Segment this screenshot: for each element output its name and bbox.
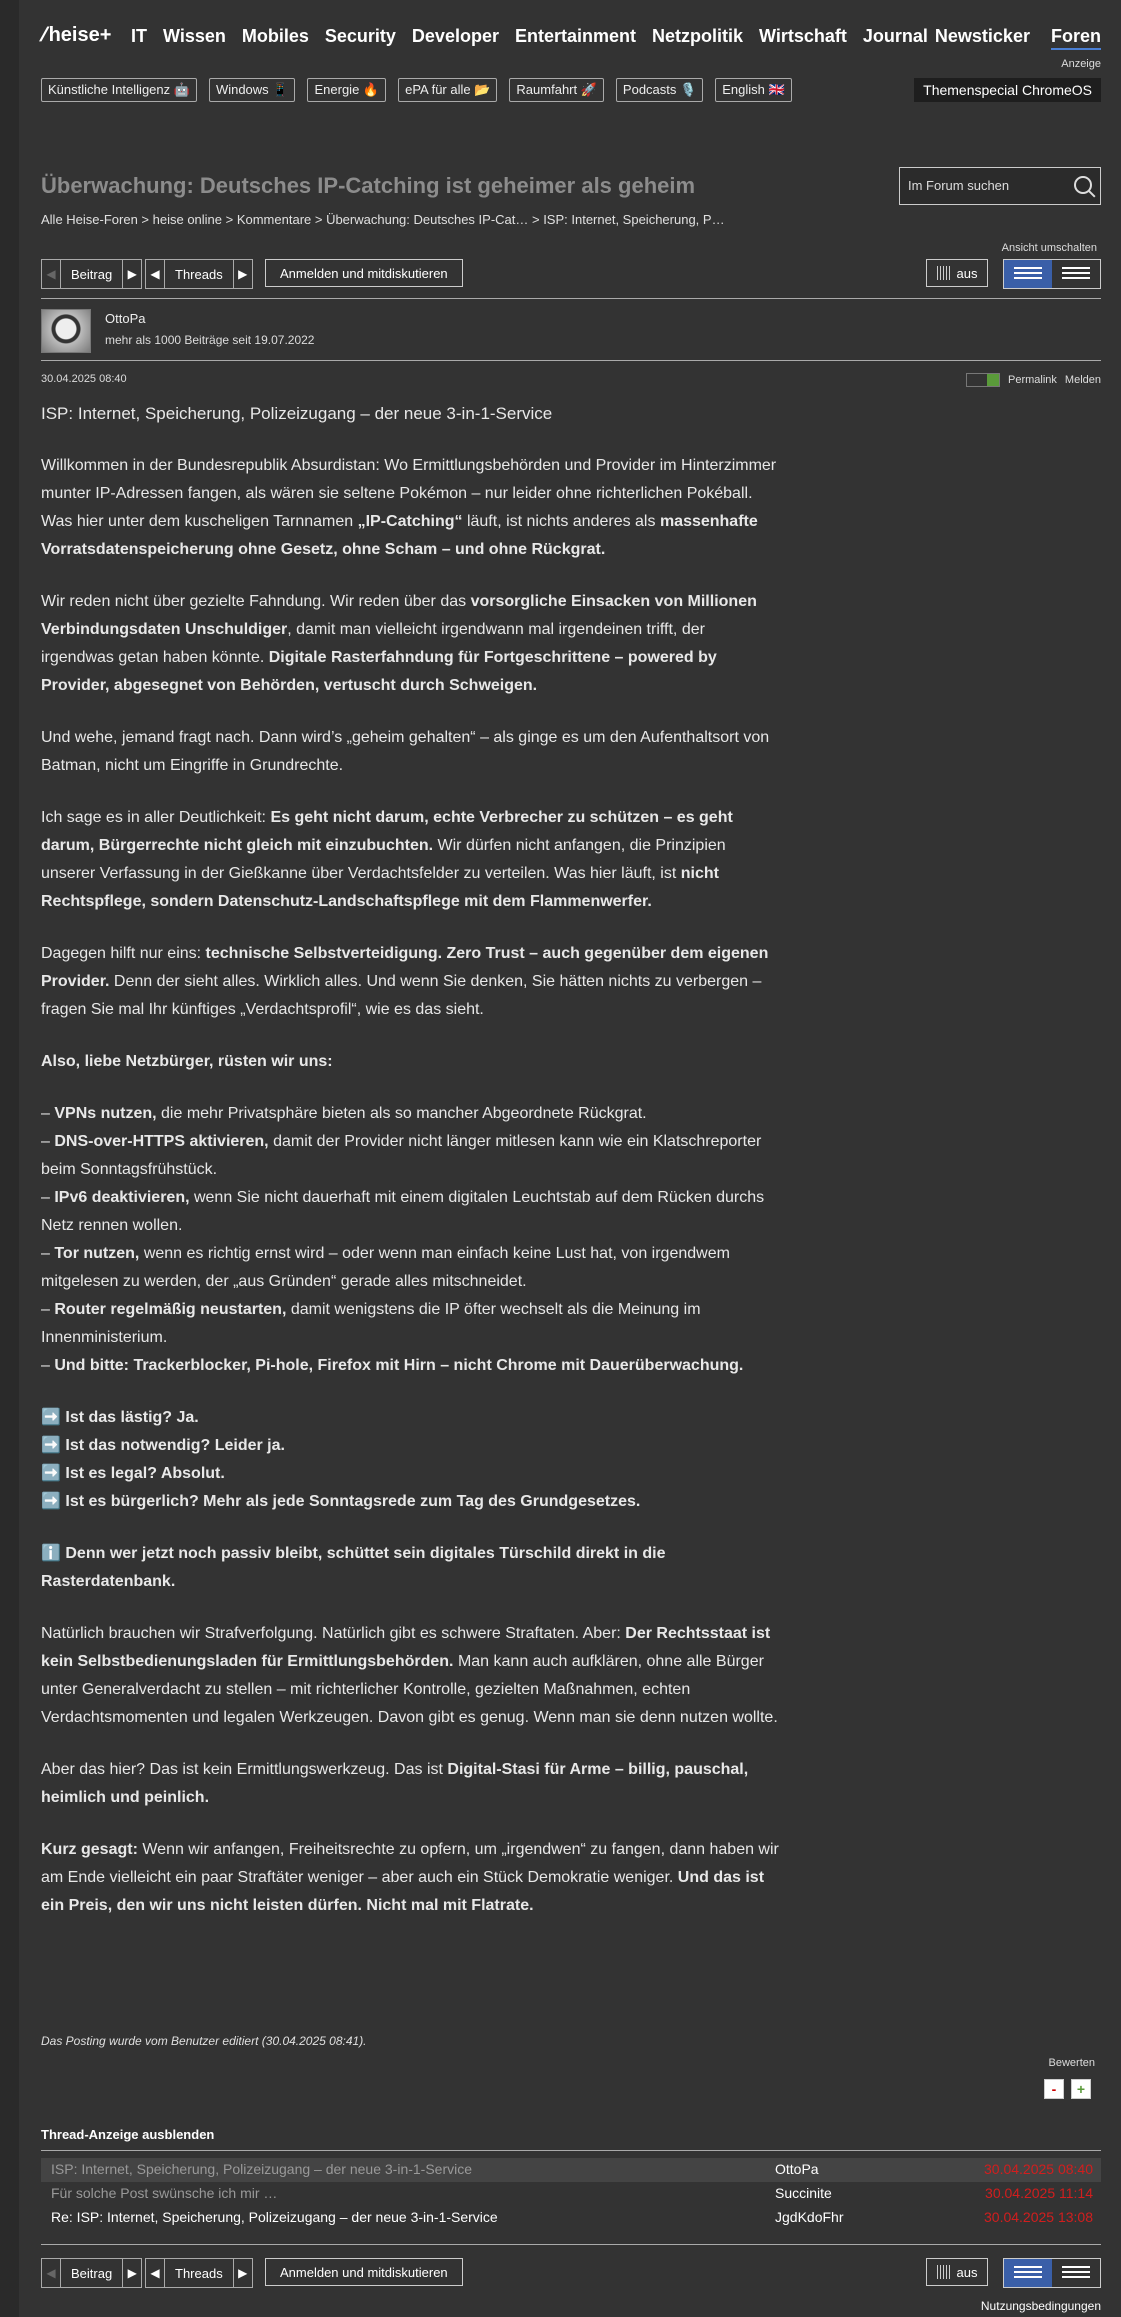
nav-links bbox=[131, 26, 944, 47]
nav-link-journal[interactable]: Journal bbox=[862, 26, 928, 46]
next-post-icon[interactable]: ▶ bbox=[127, 2266, 137, 2280]
divider bbox=[41, 2244, 1101, 2245]
rating-bars-icon bbox=[937, 266, 951, 280]
ad-label: Anzeige bbox=[1061, 58, 1101, 70]
divider bbox=[41, 360, 1101, 361]
prev-post-icon[interactable]: ◀ bbox=[46, 2266, 56, 2280]
pill-raumfahrt[interactable]: Raumfahrt 🚀 bbox=[509, 78, 604, 102]
downvote-button[interactable]: - bbox=[1044, 2079, 1064, 2099]
thread-date: 30.04.2025 08:40 bbox=[984, 2161, 1093, 2177]
post-paragraph: ℹ️ Denn wer jetzt noch passiv bleibt, schüttet sein digitales Türschild direkt in die Rasterdatenbank. bbox=[41, 1545, 666, 1590]
post-nav-label: Beitrag bbox=[60, 260, 123, 288]
breadcrumb[interactable]: Alle Heise-Foren > heise online > Kommentare > Überwachung: Deutsches IP-Cat… > ISP: Internet, Speicherung, P… bbox=[41, 212, 725, 227]
next-thread-icon[interactable]: ▶ bbox=[238, 2266, 248, 2280]
thread-nav bbox=[145, 259, 253, 289]
post-questions: ➡️ Ist das lästig? Ja. ➡️ Ist das notwendig? Leider ja. ➡️ Ist es legal? Absolut. ➡️ Ist es bürgerlich? Mehr als jede Sonntagsrede zum Tag des Grundgesetzes. bbox=[41, 1409, 641, 1510]
thread-subject[interactable]: Re: ISP: Internet, Speicherung, Polizeizugang – der neue 3-in-1-Service bbox=[51, 2209, 498, 2225]
divider bbox=[41, 298, 1101, 299]
left-gutter bbox=[0, 0, 19, 2317]
rating-filter-toggle[interactable] bbox=[926, 259, 988, 287]
terms-link[interactable]: Nutzungsbedingungen bbox=[980, 2299, 1101, 2313]
thread-row[interactable] bbox=[41, 2182, 1101, 2206]
prev-post-icon[interactable]: ◀ bbox=[46, 267, 56, 281]
permalink-link[interactable]: Permalink bbox=[1008, 374, 1057, 386]
threaded-view-button[interactable] bbox=[1004, 260, 1052, 288]
view-switch-label: Ansicht umschalten bbox=[1001, 242, 1097, 254]
rating-indicator bbox=[731, 2164, 761, 2176]
thread-subject[interactable]: Für solche Post swünsche ich mir … bbox=[51, 2185, 278, 2201]
post-paragraph: Also, liebe Netzbürger, rüsten wir uns: bbox=[41, 1053, 333, 1070]
thread-list bbox=[41, 2158, 1101, 2230]
post-paragraph: Aber das hier? Das ist kein Ermittlungswerkzeug. Das ist Digital-Stasi für Arme – billig, pauschal, heimlich und peinlich. bbox=[41, 1761, 749, 1806]
pill-energie[interactable]: Energie 🔥 bbox=[307, 78, 386, 102]
rating-indicator bbox=[966, 373, 1000, 387]
threaded-list-icon bbox=[1014, 2266, 1042, 2280]
rating-filter-toggle[interactable] bbox=[926, 2258, 988, 2286]
post-nav bbox=[41, 259, 142, 289]
toolbar-top bbox=[41, 259, 1101, 289]
post-paragraph: Kurz gesagt: Wenn wir anfangen, Freiheitsrechte zu opfern, um „irgendwen“ zu fangen, dann haben wir am Ende vielleicht ein paar Straftäter weniger – aber auch ein Stück Demokratie weniger. Und das ist ein Preis, den wir uns nicht leisten dürfen. Nicht mal mit Flatrate. bbox=[41, 1841, 779, 1914]
nav-link-wirtschaft[interactable]: Wirtschaft bbox=[759, 26, 847, 46]
login-button[interactable]: Anmelden und mitdiskutieren bbox=[265, 2258, 463, 2286]
prev-thread-icon[interactable]: ◀ bbox=[150, 267, 160, 281]
nav-link-foren[interactable]: Foren bbox=[1051, 26, 1101, 50]
thread-date: 30.04.2025 13:08 bbox=[984, 2209, 1093, 2225]
divider bbox=[41, 2150, 1101, 2151]
thread-user[interactable]: Succinite bbox=[775, 2185, 832, 2201]
report-link[interactable]: Melden bbox=[1064, 374, 1101, 386]
top-navigation bbox=[37, 24, 1101, 54]
flat-view-button[interactable] bbox=[1052, 260, 1100, 288]
pill-english[interactable]: English 🇬🇧 bbox=[715, 78, 791, 102]
pill-podcasts[interactable]: Podcasts 🎙️ bbox=[616, 78, 703, 102]
post-paragraph: Natürlich brauchen wir Strafverfolgung. Natürlich gibt es schwere Straftaten. Aber: Der Rechtsstaat ist kein Selbstbedienungsladen für Ermittlungsbehörden. Man kann auch aufklären, ohne alle Bürger unter Generalverdacht zu stellen – mit richterlicher Kontrolle, gezielten Maßnahmen, echten Verdachtsmomenten und legalen Werkzeugen. Davon gibt es genug. Wenn man sie denn nutzen wollte. bbox=[41, 1625, 778, 1726]
nav-link-security[interactable]: Security bbox=[324, 26, 396, 46]
post-paragraph: Wir reden nicht über gezielte Fahndung. Wir reden über das vorsorgliche Einsacken von Millionen Verbindungsdaten Unschuldiger, damit man vielleicht irgendwann mal irgendeinen trifft, der irgendwas getan haben könnte. Digitale Rasterfahndung für Fortgeschrittene – powered by Provider, abgesegnet von Behörden, vertuscht durch Schweigen. bbox=[41, 593, 757, 694]
thread-row[interactable] bbox=[41, 2206, 1101, 2230]
rating-bars-icon bbox=[937, 2265, 951, 2279]
post-body bbox=[41, 452, 781, 1944]
author-name[interactable]: OttoPa bbox=[105, 311, 146, 326]
themenspecial-ad[interactable]: Themenspecial ChromeOS bbox=[914, 78, 1101, 102]
post-paragraph: Ich sage es in aller Deutlichkeit: Es geht nicht darum, echte Verbrecher zu schützen – es geht darum, Bürgerrechte nicht gleich mit einzubuchten. Wir dürfen nicht anfangen, die Prinzipien unserer Verfassung in der Gießkanne über Verdachtsfelder zu verteilen. Was hier läuft, ist nicht Rechtspflege, sondern Datenschutz-Landschaftspflege mit dem Flammenwerfer. bbox=[41, 809, 733, 910]
post-title: ISP: Internet, Speicherung, Polizeizugang – der neue 3-in-1-Service bbox=[41, 404, 553, 423]
flat-list-icon bbox=[1062, 2266, 1090, 2280]
author-meta: mehr als 1000 Beiträge seit 19.07.2022 bbox=[105, 333, 315, 347]
post-paragraph: Dagegen hilft nur eins: technische Selbstverteidigung. Zero Trust – auch gegenüber dem eigenen Provider. Denn der sieht alles. Wirklich alles. Und wenn Sie denken, Sie hätten nichts zu verbergen – fragen Sie mal Ihr künftiges „Verdachtsprofil“, wie es das sieht. bbox=[41, 945, 769, 1018]
next-post-icon[interactable]: ▶ bbox=[127, 267, 137, 281]
avatar[interactable] bbox=[41, 309, 91, 353]
thread-row[interactable] bbox=[41, 2158, 1101, 2182]
threaded-view-button[interactable] bbox=[1004, 2259, 1052, 2287]
thread-user[interactable]: OttoPa bbox=[775, 2161, 819, 2177]
flat-list-icon bbox=[1062, 267, 1090, 281]
view-switch bbox=[1003, 2258, 1101, 2288]
nav-link-entertainment[interactable]: Entertainment bbox=[514, 26, 636, 46]
rate-label: Bewerten bbox=[1048, 2057, 1095, 2069]
edited-note: Das Posting wurde vom Benutzer editiert (30.04.2025 08:41). bbox=[41, 2034, 367, 2048]
search-icon[interactable] bbox=[1074, 176, 1092, 194]
next-thread-icon[interactable]: ▶ bbox=[238, 267, 248, 281]
login-button[interactable]: Anmelden und mitdiskutieren bbox=[265, 259, 463, 287]
prev-thread-icon[interactable]: ◀ bbox=[150, 2266, 160, 2280]
threaded-list-icon bbox=[1014, 267, 1042, 281]
upvote-button[interactable]: + bbox=[1071, 2079, 1091, 2099]
nav-link-newsticker[interactable]: Newsticker bbox=[934, 26, 1030, 46]
thread-nav-label: Threads bbox=[164, 2259, 234, 2287]
heise-logo[interactable]: /heise+ bbox=[37, 24, 112, 46]
topic-pills bbox=[41, 78, 792, 102]
pill-epa[interactable]: ePA für alle 📂 bbox=[398, 78, 497, 102]
post-paragraph: Willkommen in der Bundesrepublik Absurdistan: Wo Ermittlungsbehörden und Provider im Hinterzimmer munter IP-Adressen fangen, als wären sie seltene Pokémon – nur leider ohne richterlichen Pokéball. Was hier unter dem kuscheligen Tarnnamen „IP-Catching“ läuft, ist nichts anderes als massenhafte Vorratsdatenspeicherung ohne Gesetz, ohne Scham – und ohne Rückgrat. bbox=[41, 457, 777, 558]
nav-right bbox=[919, 26, 1101, 47]
thread-user[interactable]: JgdKdoFhr bbox=[775, 2209, 844, 2225]
rating-filter-label: aus bbox=[956, 265, 978, 281]
post-date: 30.04.2025 08:40 bbox=[41, 373, 127, 385]
thread-date: 30.04.2025 11:14 bbox=[985, 2185, 1093, 2201]
toolbar-bottom bbox=[41, 2258, 1101, 2288]
thread-subject[interactable]: ISP: Internet, Speicherung, Polizeizugang – der neue 3-in-1-Service bbox=[51, 2161, 473, 2177]
view-switch bbox=[1003, 259, 1101, 289]
post-actions bbox=[966, 373, 1101, 387]
pill-windows[interactable]: Windows 📱 bbox=[209, 78, 296, 102]
post-paragraph: Und wehe, jemand fragt nach. Dann wird’s „geheim gehalten“ – als ginge es um den Aufenthaltsort von Batman, nicht um Eingriffe in Grundrechte. bbox=[41, 729, 770, 774]
nav-link-mobiles[interactable]: Mobiles bbox=[241, 26, 309, 46]
thread-hide-toggle[interactable]: Thread-Anzeige ausblenden bbox=[41, 2127, 215, 2142]
nav-link-it[interactable]: IT bbox=[131, 26, 147, 46]
nav-link-netzpolitik[interactable]: Netzpolitik bbox=[652, 26, 744, 46]
nav-link-developer[interactable]: Developer bbox=[411, 26, 499, 46]
post-nav bbox=[41, 2258, 142, 2288]
thread-nav-label: Threads bbox=[164, 260, 234, 288]
page-title[interactable]: Überwachung: Deutsches IP-Catching ist geheimer als geheim bbox=[41, 173, 696, 198]
forum-search[interactable] bbox=[899, 167, 1101, 205]
search-input[interactable]: Im Forum suchen bbox=[908, 178, 1010, 193]
flat-view-button[interactable] bbox=[1052, 2259, 1100, 2287]
nav-link-wissen[interactable]: Wissen bbox=[163, 26, 226, 46]
rating-filter-label: aus bbox=[956, 2264, 978, 2280]
pill-ki[interactable]: Künstliche Intelligenz 🤖 bbox=[41, 78, 197, 102]
post-nav-label: Beitrag bbox=[60, 2259, 123, 2287]
post-list: – VPNs nutzen, die mehr Privatsphäre bieten als so mancher Abgeordnete Rückgrat. – DNS-over-HTTPS aktivieren, damit der Provider nicht länger mitlesen kann wie ein Klatschreporter beim Sonntagsfrühstück. – IPv6 deaktivieren, wenn Sie nicht dauerhaft mit einem digitalen Leuchtstab auf dem Rücken durchs Netz rennen wollen. – Tor nutzen, wenn es richtig ernst wird – oder wenn man einfach keine Lust hat, von irgendwem mitgelesen zu werden, der „aus Gründen“ gerade alles mitschneidet. – Router regelmäßig neustarten, damit wenigstens die IP öfter wechselt als die Meinung im Innenministerium. – Und bitte: Trackerblocker, Pi-hole, Firefox mit Hirn – nicht Chrome mit Dauerüberwachung. bbox=[41, 1105, 765, 1374]
thread-nav bbox=[145, 2258, 253, 2288]
